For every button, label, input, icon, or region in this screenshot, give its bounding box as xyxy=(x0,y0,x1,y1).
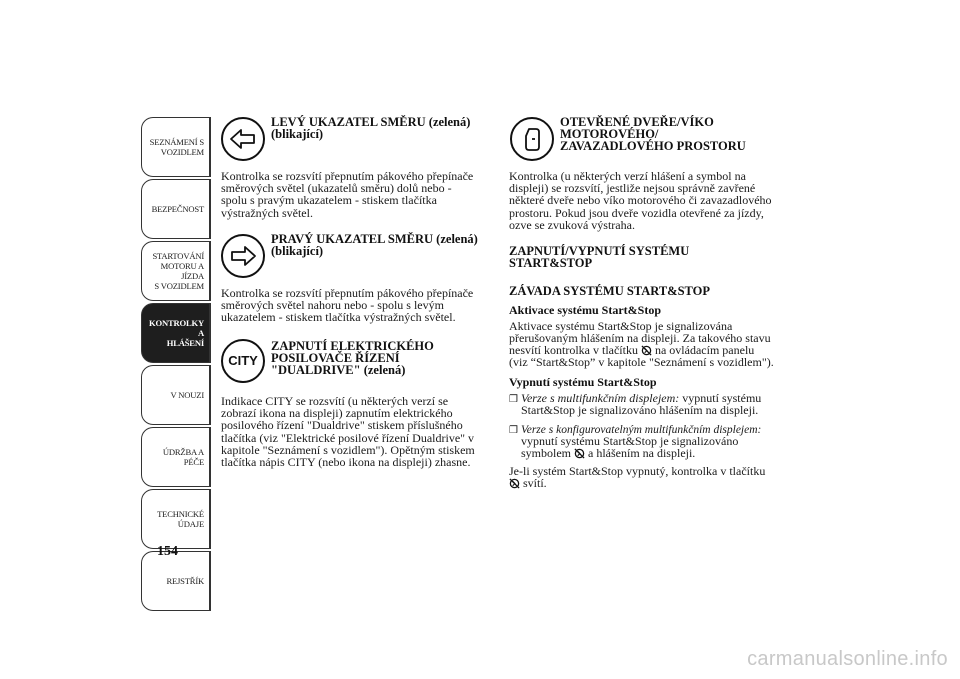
tab-kontrolky[interactable]: KONTROLKY A HLÁŠENÍ xyxy=(141,303,211,363)
tab-seznameni[interactable]: SEZNÁMENÍ S VOZIDLEM xyxy=(141,117,211,177)
bullet-box-icon: ❒ xyxy=(509,394,518,405)
tab-udrzba[interactable]: ÚDRŽBA A PÉČE xyxy=(141,427,211,487)
watermark: carmanualsonline.info xyxy=(747,648,948,670)
open-door-title: OTEVŘENÉ DVEŘE/VÍKO MOTOROVÉHO/ ZAVAZADLOVÉHO PROSTORU xyxy=(560,115,746,153)
startstop-onoff-heading: ZAPNUTÍ/VYPNUTÍ SYSTÉMU START&STOP xyxy=(509,244,690,270)
city-body: Indikace CITY se rozsvítí (u některých verzí se zobrazí ikona na displeji) zapnutím elektrického posilového řízení "Dualdrive" stiskem příslušného tlačítka (viz "Elektrické posilové řízení Dualdrive" v kapitole "Seznámení s vozidlem"). Opětným stiskem tlačítka nápis CITY (nebo ikona na displeji) zhasne. xyxy=(221,394,475,470)
open-door-icon xyxy=(510,117,554,161)
bullet-1-italic: Verze s multifunkčním displejem: xyxy=(520,391,680,405)
tab-startovani[interactable]: STARTOVÁNÍ MOTORU A JÍZDA S VOZIDLEM xyxy=(141,241,211,301)
activation-line-3a: nesvítí kontrolka v tlačítku xyxy=(509,343,638,357)
bullet-2-italic: Verze s konfigurovatelným multifunkčním displejem: xyxy=(520,424,762,436)
tab-rejstrik[interactable]: REJSTŘÍK xyxy=(141,551,211,611)
deactivation-bullet-2-line-2: vypnutí systému Start&Stop je signalizováno xyxy=(521,434,739,448)
final-line-1: Je-li systém Start&Stop vypnutý, kontrolka v tlačítku xyxy=(509,464,766,478)
left-turn-indicator-icon xyxy=(221,117,265,161)
left-indicator-title: LEVÝ UKAZATEL SMĚRU (zelená) (blikající) xyxy=(271,115,471,141)
startstop-fault-heading: ZÁVADA SYSTÉMU START&STOP xyxy=(509,284,711,298)
startstop-off-icon xyxy=(509,478,520,489)
final-line-2 xyxy=(509,477,547,489)
deactivation-bullet-2-line-3 xyxy=(521,447,695,459)
tab-technicke[interactable]: TECHNICKÉ ÚDAJE xyxy=(141,489,211,549)
right-turn-indicator-icon xyxy=(221,234,265,278)
activation-subheading: Aktivace systému Start&Stop xyxy=(509,303,661,317)
startstop-off-icon xyxy=(574,448,585,459)
right-indicator-title: PRAVÝ UKAZATEL SMĚRU (zelená) (blikající) xyxy=(271,232,478,258)
activation-line-2: přerušovaným hlášením na displeji. Za takového stavu xyxy=(509,331,771,345)
page-number: 154 xyxy=(157,544,178,559)
city-title: ZAPNUTÍ ELEKTRICKÉHO POSILOVAČE ŘÍZENÍ "DUALDRIVE" (zelená) xyxy=(271,339,434,377)
bullet-1-rest: vypnutí systému xyxy=(682,391,762,405)
deactivation-bullet-1-line-2: Start&Stop je signalizováno hlášením na displeji. xyxy=(521,403,759,417)
left-indicator-body: Kontrolka se rozsvítí přepnutím pákového přepínače směrových světel (ukazatelů směru) dolů nebo - spolu s pravým ukazatelem - stiskem tlačítka výstražných světel. xyxy=(221,169,474,220)
city-steering-icon xyxy=(221,339,265,383)
final-line-2b: svítí. xyxy=(523,476,547,490)
open-door-body: Kontrolka (u některých verzí hlášení a symbol na displeji) se rozsvítí, jestliže nejsou správně zavřené některé dveře nebo víko motorového či zavazadlového prostoru. Pokud jsou dveře vozidla otevřené za jízdy, ozve se zvuková výstraha. xyxy=(509,169,772,232)
activation-line-3b: na ovládacím panelu xyxy=(654,343,755,357)
bullet-box-icon: ❒ xyxy=(509,425,518,436)
tab-v-nouzi[interactable]: V NOUZI xyxy=(141,365,211,425)
activation-line-1: Aktivace systému Start&Stop je signalizována xyxy=(509,319,733,333)
right-indicator-body: Kontrolka se rozsvítí přepnutím pákového přepínače směrových světel nahoru nebo - spolu s levým ukazatelem - stiskem tlačítka výstražných světel. xyxy=(221,286,474,325)
city-icon-label: CITY xyxy=(228,353,258,368)
tab-bezpecnost[interactable]: BEZPEČNOST xyxy=(141,179,211,239)
activation-line-4: (viz “Start&Stop” v kapitole "Seznámení s vozidlem"). xyxy=(509,355,774,369)
bullet-2-line-3a: symbolem xyxy=(521,446,571,460)
bullet-2-line-3b: a hlášením na displeji. xyxy=(588,446,696,460)
deactivation-subheading: Vypnutí systému Start&Stop xyxy=(509,375,657,389)
